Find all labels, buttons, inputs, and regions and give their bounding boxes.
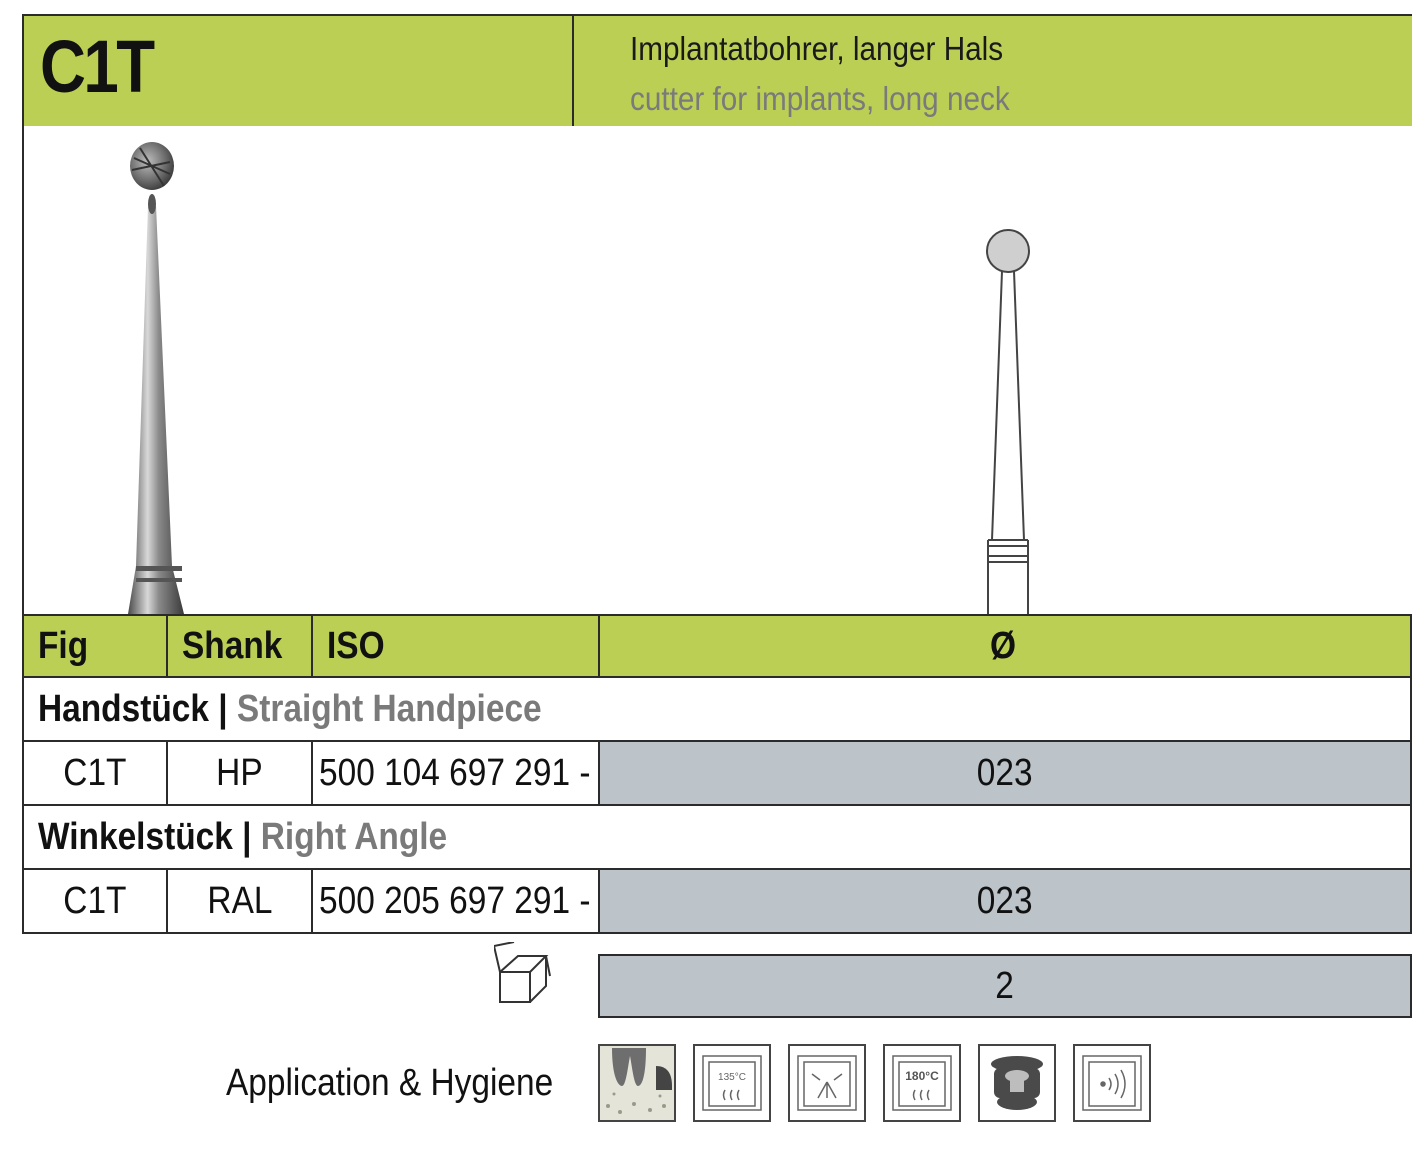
ultrasonic-bath-icon bbox=[1073, 1044, 1151, 1122]
header-divider bbox=[572, 16, 574, 126]
cell-shank: HP bbox=[166, 742, 311, 804]
product-figure-area bbox=[22, 126, 1412, 614]
table-row bbox=[22, 742, 1412, 806]
application-hygiene-label: Application & Hygiene bbox=[226, 1062, 554, 1104]
description-german: Implantatbohrer, langer Hals bbox=[630, 30, 1004, 67]
section-header-straight-handpiece: Handstück | Straight Handpiece bbox=[22, 678, 1412, 742]
product-code: C1T bbox=[40, 25, 153, 108]
description-english: cutter for implants, long neck bbox=[630, 80, 1010, 117]
table-row bbox=[22, 870, 1412, 934]
product-sheet bbox=[22, 14, 1412, 934]
disinfection-icon bbox=[788, 1044, 866, 1122]
cell-fig: C1T bbox=[63, 879, 127, 922]
column-header-iso: ISO bbox=[311, 616, 598, 676]
section-header-right-angle: Winkelstück | Right Angle bbox=[22, 806, 1412, 870]
application-icon-row bbox=[598, 1044, 1151, 1122]
svg-text:135°C: 135°C bbox=[718, 1072, 746, 1083]
column-header-fig: Fig bbox=[22, 616, 166, 676]
product-header bbox=[22, 14, 1412, 126]
box-icon bbox=[494, 942, 552, 1004]
cell-diameter: 023 bbox=[598, 870, 1412, 932]
product-table bbox=[22, 614, 1412, 934]
bur-line-drawing bbox=[987, 230, 1029, 614]
package-quantity: 2 bbox=[598, 954, 1412, 1018]
column-header-shank: Shank bbox=[166, 616, 311, 676]
table-header-row bbox=[22, 614, 1412, 678]
bur-photo bbox=[128, 142, 184, 614]
bone-application-icon bbox=[598, 1044, 676, 1122]
thermodisinfector-icon bbox=[978, 1044, 1056, 1122]
sterilize-180-icon bbox=[883, 1044, 961, 1122]
column-header-diameter: Ø bbox=[598, 616, 1412, 676]
cell-shank: RAL bbox=[166, 870, 311, 932]
cell-fig: C1T bbox=[22, 742, 166, 804]
cell-iso: 500 205 697 291 - bbox=[311, 870, 598, 932]
cell-iso: 500 104 697 291 - bbox=[311, 742, 598, 804]
svg-text:180°C: 180°C bbox=[905, 1069, 939, 1083]
cell-diameter: 023 bbox=[598, 742, 1412, 804]
sterilize-135-icon bbox=[693, 1044, 771, 1122]
product-illustration bbox=[24, 126, 1412, 614]
